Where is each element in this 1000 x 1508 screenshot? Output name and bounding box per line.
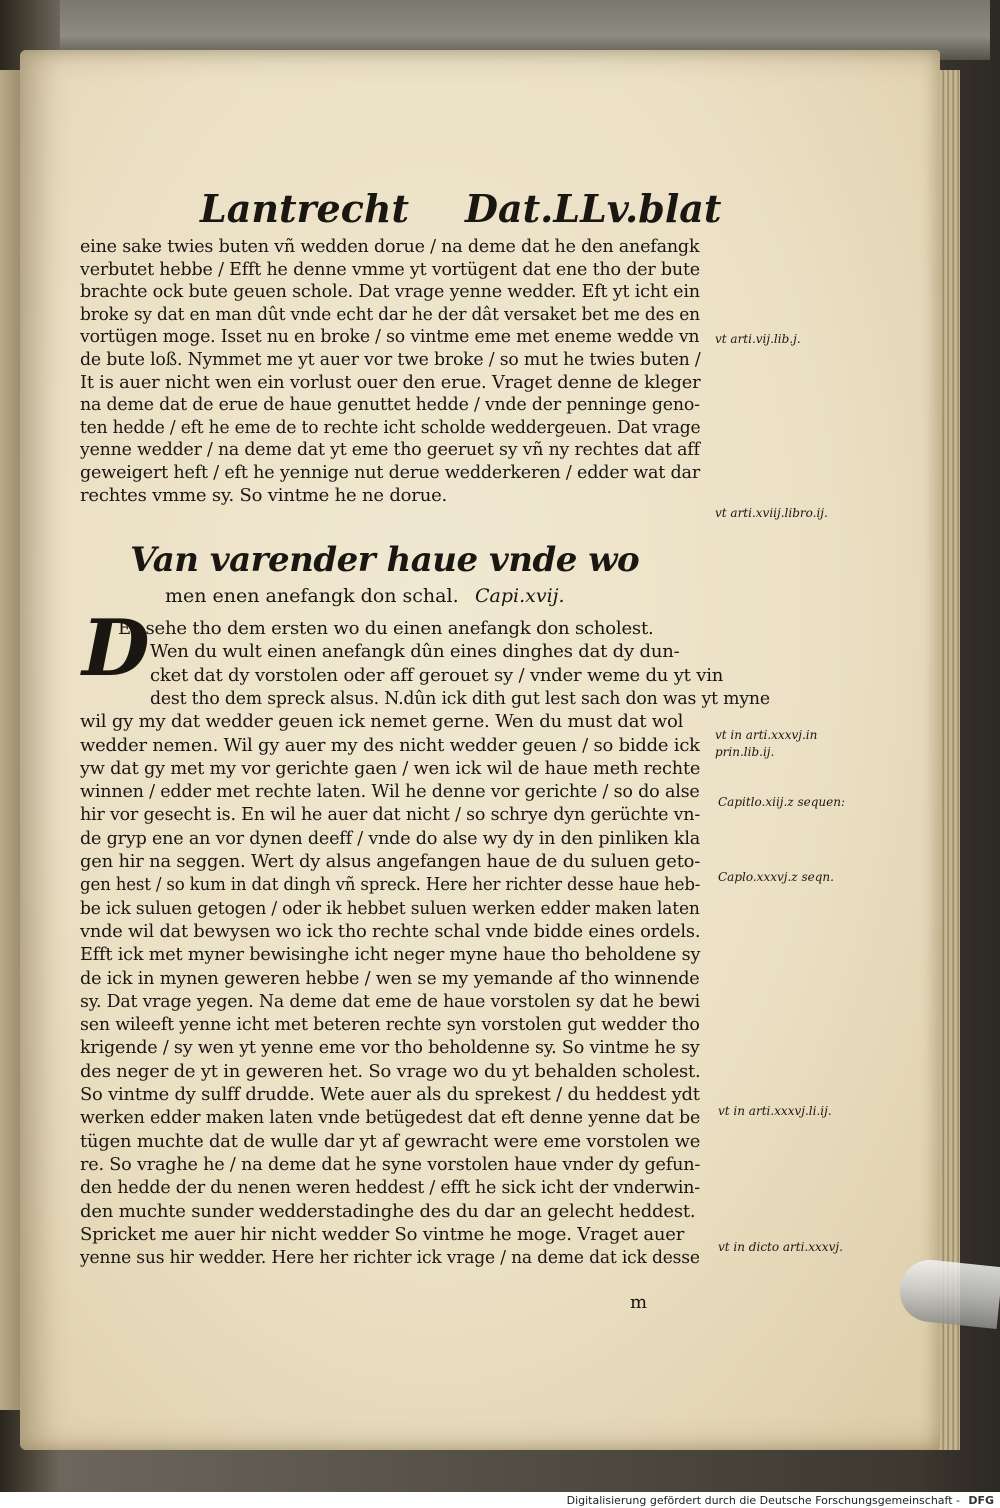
- text-line: be ick suluen getogen / oder ik hebbet suluen werken edder maken laten: [80, 897, 700, 919]
- facing-page-edge: [0, 70, 22, 1410]
- text-line: geweigert heft / eft he yennige nut derue wedderkeren / edder wat dar: [80, 462, 701, 483]
- chapter-title: Van varender haue vnde wo: [130, 540, 640, 580]
- text-line: des neger de yt in geweren het. So vrage wo du yt behalden scholest.: [80, 1060, 701, 1082]
- text-line: yw dat gy met my vor gerichte gaen / wen ick wil de haue meth rechte: [80, 757, 701, 779]
- margin-note: prin.lib.ij.: [715, 745, 775, 759]
- margin-note: Capitlo.xiij.z sequen:: [718, 795, 846, 809]
- catchword: m: [630, 1292, 648, 1313]
- text-line: verbutet hebbe / Efft he denne vmme yt vortügent dat ene tho der bute: [80, 258, 700, 280]
- text-line: dest tho dem spreck alsus. N.dûn ick dith gut lest sach don was yt myne: [150, 687, 770, 709]
- text-line: sy. Dat vrage yegen. Na deme dat eme de haue vorstolen sy dat he bewi: [80, 990, 700, 1012]
- text-line: eine sake twies buten vñ wedden dorue / na deme dat he den anefangk: [80, 236, 700, 257]
- text-line: wil gy my dat wedder geuen ick nemet gerne. Wen du must dat wol: [80, 711, 684, 733]
- chapter-number: Capi.xvij.: [475, 585, 565, 607]
- text-line: de bute loß. Nymmet me yt auer vor twe broke / so mut he twies buten /: [80, 349, 701, 370]
- footer-credit: Digitalisierung gefördert durch die Deutsche Forschungsgemeinschaft -: [566, 1494, 960, 1507]
- text-line: den hedde der du nenen weren heddest / efft he sick icht der vnderwin-: [80, 1177, 700, 1199]
- margin-note: vt arti.vij.lib.j.: [715, 332, 801, 346]
- text-line: broke sy dat en man dût vnde echt dar he der dât versaket bet me des en: [80, 303, 700, 325]
- text-line: re. So vraghe he / na deme dat he syne vorstolen haue vnder dy gefun-: [80, 1153, 701, 1175]
- text-line: werken edder maken laten vnde betügedest dat eft denne yenne dat be: [80, 1107, 701, 1129]
- text-line: vnde wil dat bewysen wo ick tho rechte schal vnde bidde eines ordels.: [80, 920, 701, 942]
- text-line: krigende / sy wen yt yenne eme vor tho beholdenne sy. So vintme he sy: [80, 1037, 700, 1059]
- margin-note: Caplo.xxxvj.z seqn.: [718, 870, 834, 884]
- text-line: So vintme dy sulff drudde. Wete auer als du sprekest / du heddest ydt: [80, 1084, 700, 1105]
- margin-note: vt in arti.xxxvj.li.ij.: [718, 1104, 832, 1118]
- text-line: den muchte sunder wedderstadinghe des du dar an gelecht heddest.: [80, 1200, 696, 1222]
- text-line: na deme dat de erue de haue genuttet hedde / vnde der penninge geno-: [80, 394, 700, 416]
- text-line: de ick in mynen geweren hebbe / wen se my yemande af tho winnende: [80, 967, 700, 989]
- text-line: brachte ock bute geuen schole. Dat vrage yenne wedder. Eft yt icht ein: [80, 281, 700, 303]
- text-line: It is auer nicht wen ein vorlust ouer den erue. Vraget denne de kleger: [80, 371, 701, 393]
- text-line: yenne sus hir wedder. Here her richter ick vrage / na deme dat ick desse: [80, 1247, 700, 1269]
- margin-note: vt in dicto arti.xxxvj.: [718, 1240, 843, 1254]
- text-line: vortügen moge. Isset nu en broke / so vintme eme met eneme wedde vn: [80, 326, 700, 348]
- text-line: de gryp ene an vor dynen deeff / vnde do alse wy dy in den pinliken kla: [80, 827, 701, 849]
- text-line: hir vor gesecht is. En wil he auer dat nicht / so schrye dyn gerüchte vn-: [80, 804, 701, 826]
- margin-note: vt in arti.xxxvj.in: [715, 728, 818, 742]
- text-line: Spricket me auer hir nicht wedder So vintme he moge. Vraget auer: [80, 1223, 685, 1245]
- margin-note: vt arti.xviij.libro.ij.: [715, 506, 828, 520]
- chapter-subtitle: men enen anefangk don schal.: [165, 585, 459, 607]
- text-line: sen wileeft yenne icht met beteren rechte syn vorstolen gut wedder tho: [80, 1014, 700, 1036]
- text-line: Wen du wult einen anefangk dûn eines dinghes dat dy dun-: [150, 641, 680, 663]
- text-line: gen hir na seggen. Wert dy alsus angefangen haue de du suluen geto-: [80, 851, 701, 872]
- text-line: gen hest / so kum in dat dingh vñ spreck. Here her richter desse haue heb-: [80, 874, 701, 896]
- text-line: wedder nemen. Wil gy auer my des nicht wedder geuen / so bidde ick: [80, 734, 700, 756]
- text-line: cket dat dy vorstolen oder aff gerouet sy / vnder weme du yt vin: [150, 664, 724, 686]
- running-header-folio: Dat.LLv.blat: [465, 186, 722, 231]
- text-line: tügen muchte dat de wulle dar yt af gewracht were eme vorstolen we: [80, 1130, 701, 1152]
- text-line: Es sehe tho dem ersten wo du einen anefangk don scholest.: [118, 618, 654, 639]
- text-line: Efft ick met myner bewisinghe icht neger myne haue tho beholdene sy: [80, 944, 701, 966]
- dfg-logo: DFG: [968, 1494, 994, 1507]
- running-header-left: Lantrecht: [200, 186, 410, 231]
- text-line: ten hedde / eft he eme de to rechte icht scholde weddergeuen. Dat vrage: [80, 416, 701, 438]
- text-line: rechtes vmme sy. So vintme he ne dorue.: [80, 484, 448, 506]
- text-line: yenne wedder / na deme dat yt eme tho geeruet sy vñ ny rechtes dat aff: [80, 439, 700, 461]
- text-line: winnen / edder met rechte laten. Wil he denne vor gerichte / so do alse: [80, 781, 700, 803]
- drop-capital: D: [82, 603, 150, 694]
